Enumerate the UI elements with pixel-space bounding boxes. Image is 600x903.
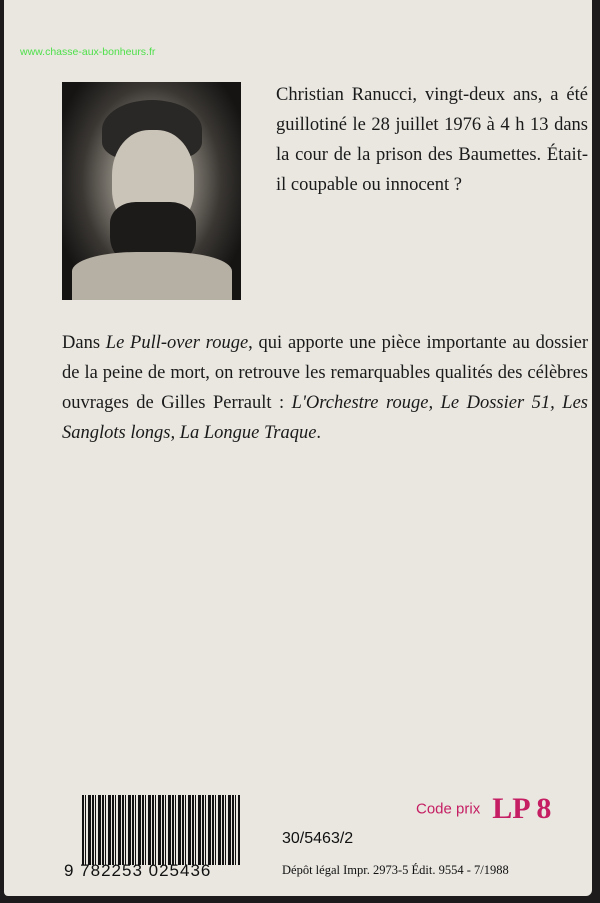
watermark: www.chasse-aux-bonheurs.fr — [20, 46, 156, 58]
intro-text: Christian Ranucci, vingt-deux ans, a été guillotiné le 28 juillet 1976 à 4 h 13 dans la cour de la prison des Baumettes. Était-il coupable ou innocent ? — [276, 85, 588, 195]
book-back-cover — [4, 0, 592, 896]
price-code — [416, 792, 551, 826]
author-portrait-photo — [62, 82, 241, 300]
description-text — [62, 328, 588, 448]
book-title: Le Pull-over rouge — [105, 333, 249, 353]
isbn-number: 9 782253 025436 — [64, 861, 212, 880]
body-text: Dans — [62, 333, 106, 353]
barcode-bars — [82, 795, 240, 865]
legal-deposit: Dépôt légal Impr. 2973-5 Édit. 9554 - 7/1988 — [282, 863, 509, 877]
body-text: . — [316, 423, 322, 443]
other-titles: L'Orchestre rouge, Le Dossier 51, Les Sanglots longs, La Longue Traque — [62, 393, 589, 443]
reference-number: 30/5463/2 — [282, 830, 354, 847]
shirt-shape — [72, 252, 232, 300]
barcode — [64, 795, 240, 881]
price-code-label: Code prix — [416, 800, 481, 818]
price-code-value: LP 8 — [492, 792, 552, 825]
body-text: , qui apporte une pièce importante au dossier de la peine de mort, on retrouve les remarquables qualités des célèbres ouvrages de Gilles Perrault : — [62, 333, 588, 413]
